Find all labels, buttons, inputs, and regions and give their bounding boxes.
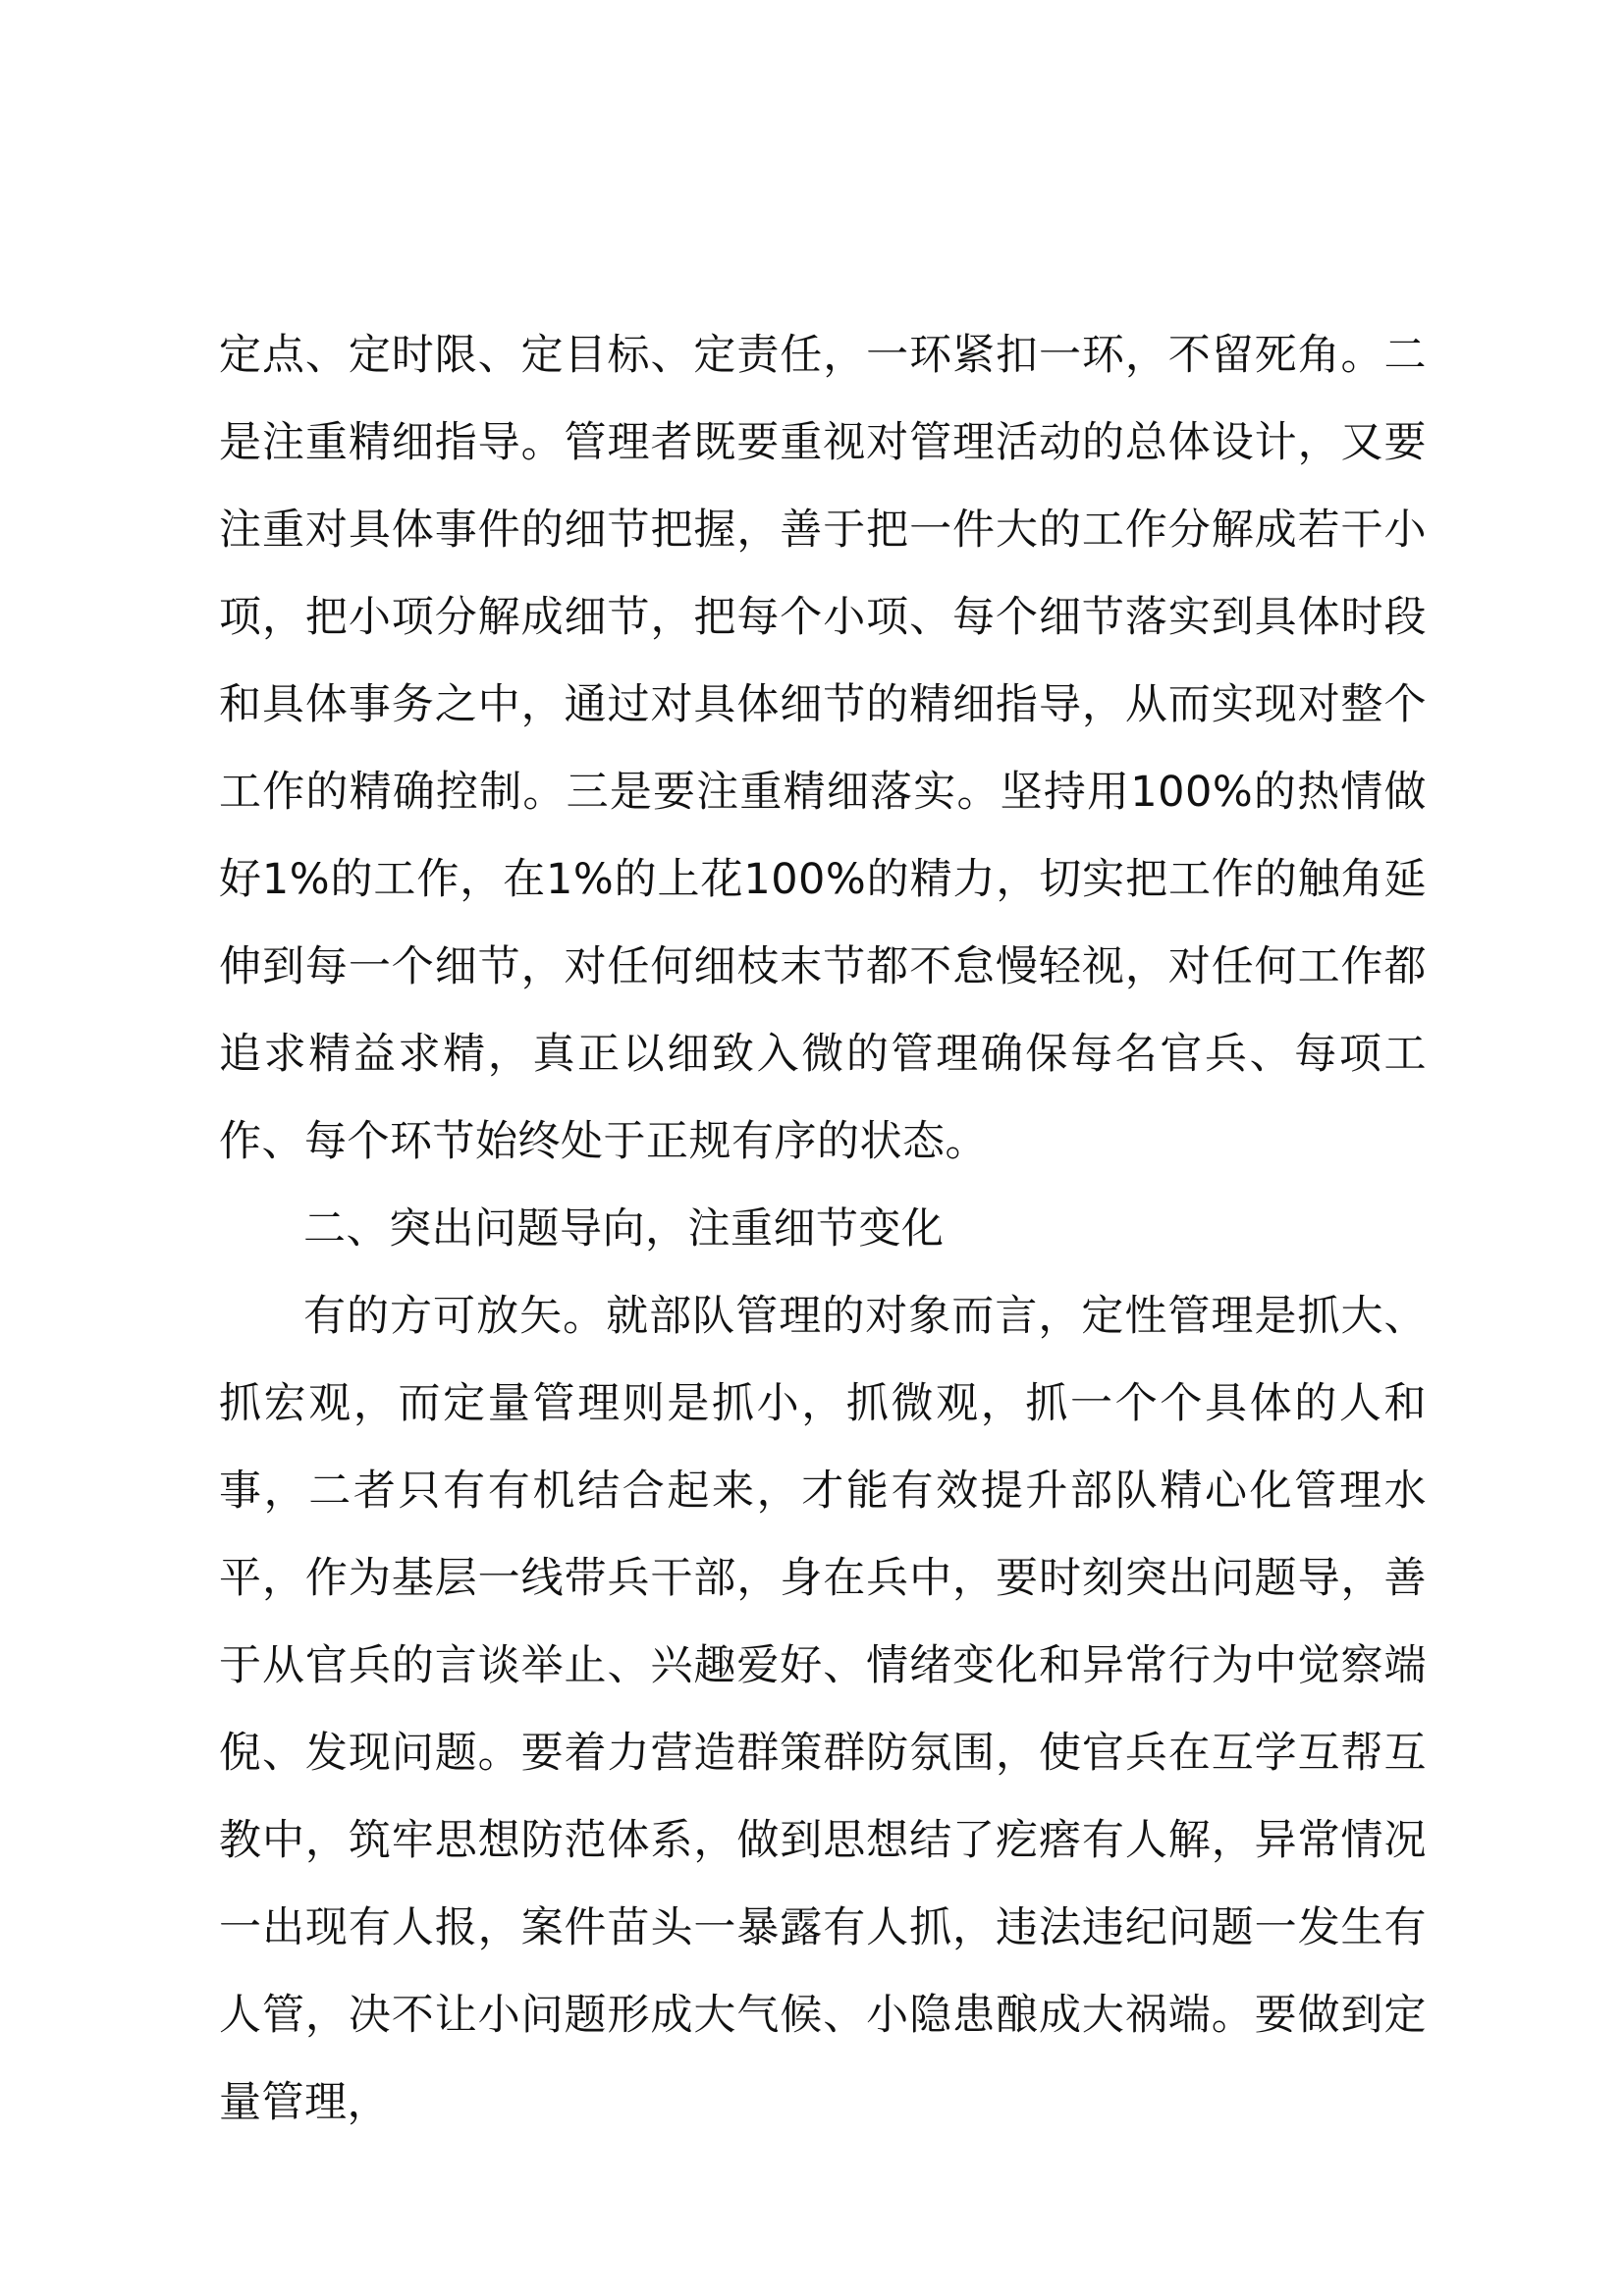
section-heading: 二、突出问题导向，注重细节变化 bbox=[303, 1204, 945, 1254]
paragraph-continued: 定点、定时限、定目标、定责任，一环紧扣一环，不留死角。二是注重精细指导。管理者既要重视对管理活动的总体设计，又要注重对具体事件的细节把握，善于把一件大的工作分解成若干小项，把小项分解成细节，把每个小项、每个细节落实到具体时段和具体事务之中，通过对具体细节的精细指导，从而实现对整个工作的精确控制。三是要注重精细落实。坚持用100%的热情做好1%的工作，在1%的上花100%的精力，切实把工作的触角延伸到每一个细节，对任何细枝末节都不怠慢轻视，对任何工作都追求精益求精，真正以细致入微的管理确保每名官兵、每项工作、每个环节始终处于正规有序的状态。 bbox=[219, 331, 1427, 1166]
paragraph: 有的方可放矢。就部队管理的对象而言，定性管理是抓大、抓宏观，而定量管理则是抓小，抓微观，抓一个个具体的人和事，二者只有有机结合起来，才能有效提升部队精心化管理水平，作为基层一线带兵干部，身在兵中，要时刻突出问题导，善于从官兵的言谈举止、兴趣爱好、情绪变化和异常行为中觉察端倪、发现问题。要着力营造群策群防氛围，使官兵在互学互帮互教中，筑牢思想防范体系，做到思想结了疙瘩有人解，异常情况一出现有人报，案件苗头一暴露有人抓，违法违纪问题一发生有人管，决不让小问题形成大气候、小隐患酿成大祸端。要做到定量管理， bbox=[219, 1292, 1427, 2127]
document-body bbox=[219, 312, 1427, 2147]
